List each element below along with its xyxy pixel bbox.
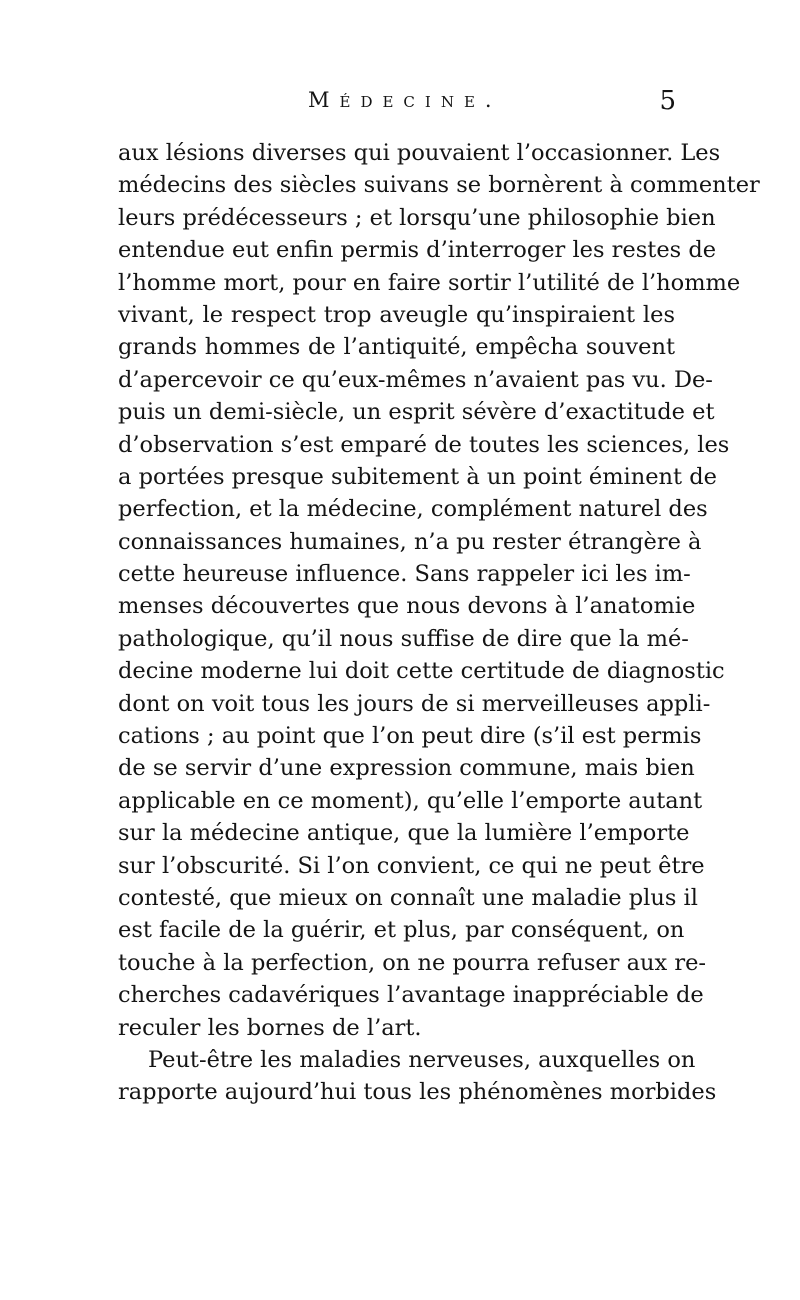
text-line: cations ; au point que l’on peut dire (s’il est permis: [118, 723, 702, 750]
text-line: sur l’obscurité. Si l’on convient, ce qui ne peut être: [118, 852, 705, 879]
text-line: vivant, le respect trop aveugle qu’inspiraient les: [118, 301, 675, 328]
paragraph-first-line: Peut-être les maladies nerveuses, auxquelles on: [148, 1046, 696, 1073]
text-line: de se servir d’une expression commune, mais bien: [118, 755, 695, 782]
text-line: médecins des siècles suivans se bornèrent à commenter: [118, 172, 760, 199]
body-text: [118, 137, 760, 1109]
text-line: leurs prédécesseurs ; et lorsqu’une philosophie bien: [118, 204, 716, 231]
text-line: aux lésions diverses qui pouvaient l’occasionner. Les: [118, 140, 721, 166]
text-line: perfection, et la médecine, complément naturel des: [118, 496, 708, 523]
text-line: l’homme mort, pour en faire sortir l’utilité de l’homme: [118, 269, 741, 296]
text-line: d’observation s’est emparé de toutes les sciences, les: [118, 431, 730, 458]
text-line: decine moderne lui doit cette certitude de diagnostic: [118, 658, 725, 685]
text-line: cette heureuse influence. Sans rappeler ici les im-: [118, 561, 691, 588]
running-head-title: Médecine.: [308, 88, 502, 112]
text-line: puis un demi-siècle, un esprit sévère d’exactitude et: [118, 399, 715, 426]
text-line: a portées presque subitement à un point éminent de: [118, 463, 717, 490]
text-line: est facile de la guérir, et plus, par conséquent, on: [118, 917, 685, 944]
running-head: [118, 88, 678, 128]
text-line: entendue eut enfin permis d’interroger les restes de: [118, 237, 717, 264]
text-line: contesté, que mieux on connaît une maladie plus il: [118, 884, 698, 911]
text-line: pathologique, qu’il nous suffise de dire que la mé-: [118, 625, 689, 652]
text-line: cherches cadavériques l’avantage inappréciable de: [118, 982, 704, 1009]
text-line: menses découvertes que nous devons à l’anatomie: [118, 593, 696, 620]
text-line: grands hommes de l’antiquité, empêcha souvent: [118, 334, 675, 361]
text-line: dont on voit tous les jours de si merveilleuses appli-: [118, 690, 711, 717]
text-line: rapporte aujourd’hui tous les phénomènes morbides: [118, 1079, 717, 1106]
text-line: connaissances humaines, n’a pu rester étrangère à: [118, 528, 702, 555]
paragraph-last-line: reculer les bornes de l’art.: [118, 1014, 422, 1041]
text-line: touche à la perfection, on ne pourra refuser aux re-: [118, 949, 707, 976]
text-line: applicable en ce moment), qu’elle l’emporte autant: [118, 787, 703, 814]
text-line: d’apercevoir ce qu’eux-mêmes n’avaient pas vu. De-: [118, 366, 713, 393]
text-line: sur la médecine antique, que la lumière l’emporte: [118, 820, 690, 847]
page-number: 5: [659, 86, 676, 116]
